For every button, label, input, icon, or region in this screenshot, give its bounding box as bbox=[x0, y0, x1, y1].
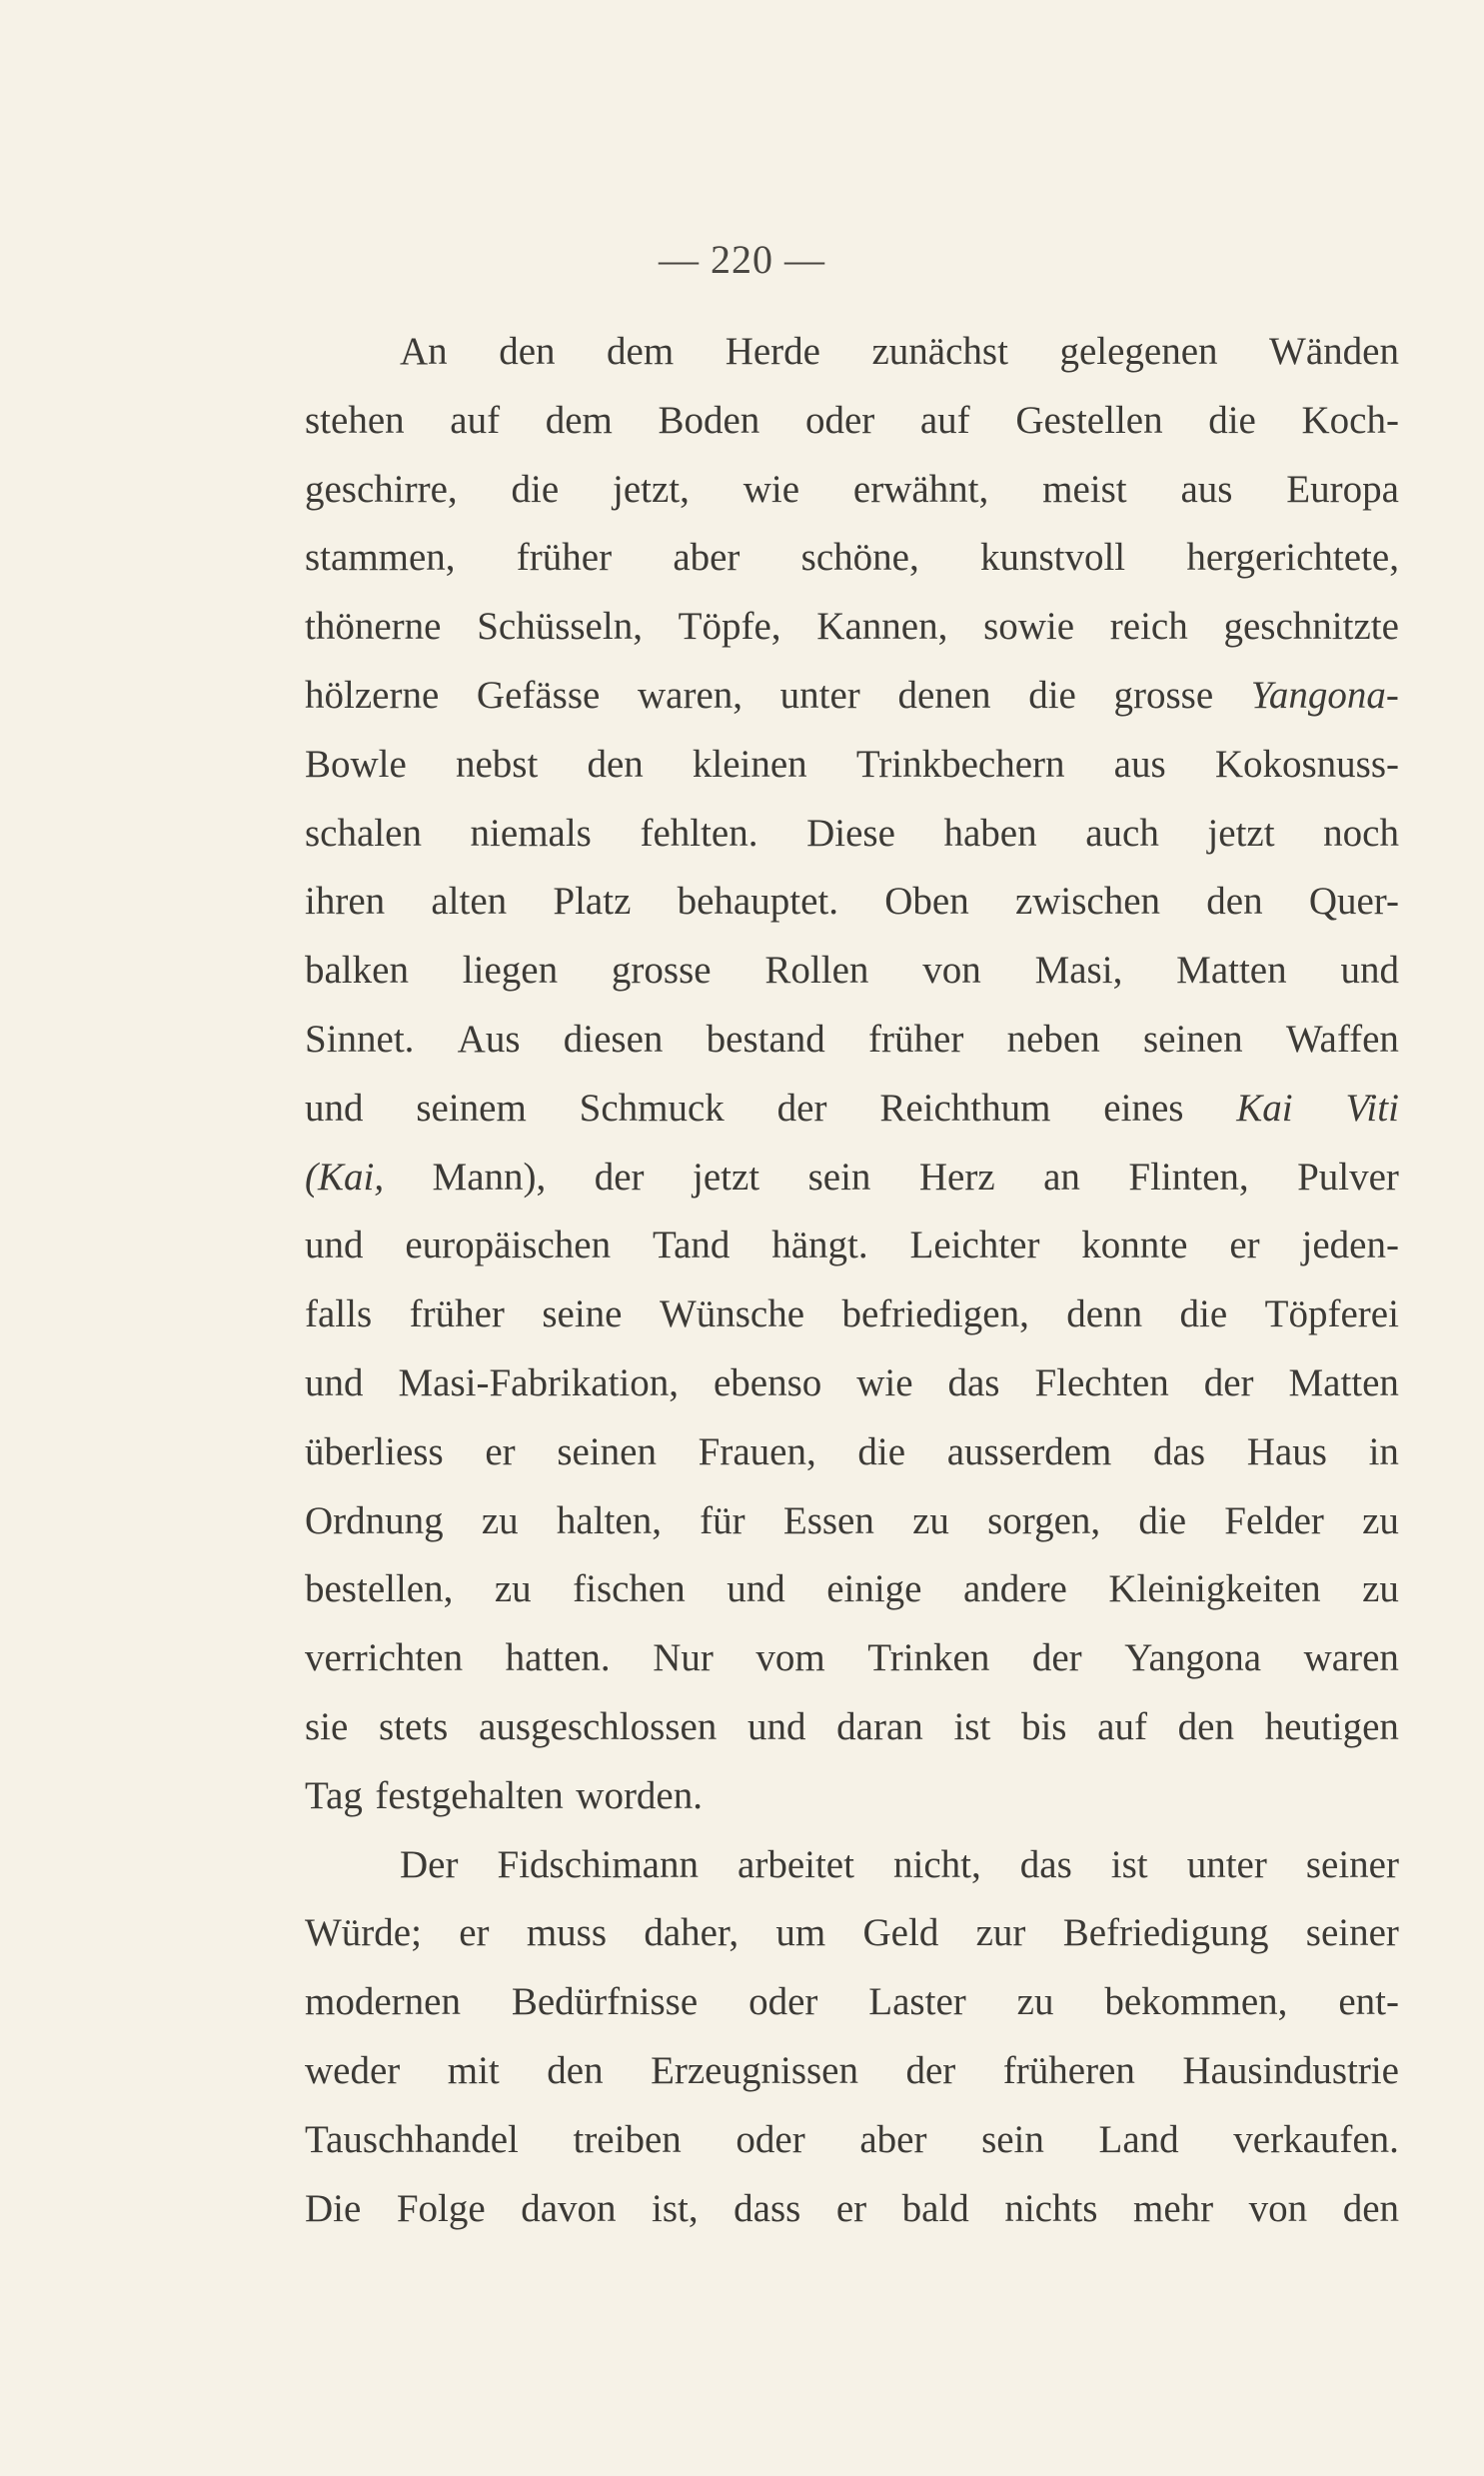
word: auch bbox=[1085, 811, 1159, 855]
word: alten bbox=[431, 880, 508, 924]
word: geschirre, bbox=[305, 467, 458, 511]
word: reich bbox=[1109, 605, 1188, 649]
word: früher bbox=[868, 1017, 964, 1061]
word: waren bbox=[1303, 1636, 1399, 1680]
word: früher bbox=[516, 536, 613, 580]
word: Tauschhandel bbox=[305, 2117, 519, 2161]
word: Masi-Fabrikation, bbox=[398, 1360, 679, 1404]
text-line bbox=[305, 2037, 1399, 2106]
word: eines bbox=[1103, 1086, 1184, 1130]
word: gelegenen bbox=[1059, 330, 1218, 373]
word: andere bbox=[962, 1567, 1067, 1611]
word: zwischen bbox=[1014, 880, 1161, 924]
word: Boden bbox=[658, 398, 760, 442]
word: von bbox=[922, 949, 981, 993]
word: niemals bbox=[470, 811, 592, 855]
text-line bbox=[305, 1006, 1399, 1075]
word: zu bbox=[912, 1498, 949, 1542]
word: für bbox=[700, 1498, 745, 1542]
word: in bbox=[1368, 1429, 1399, 1473]
word: zu bbox=[1016, 1980, 1054, 2024]
word: befriedigen, bbox=[841, 1292, 1029, 1336]
text-line bbox=[305, 593, 1399, 662]
word: Diese bbox=[806, 811, 895, 855]
word: das bbox=[947, 1360, 1000, 1404]
word: geschnitzte bbox=[1223, 605, 1399, 649]
word: daran bbox=[836, 1704, 923, 1748]
word: Waffen bbox=[1285, 1017, 1399, 1061]
word: die bbox=[1028, 673, 1076, 717]
text-line bbox=[305, 1280, 1399, 1349]
word: Tand bbox=[652, 1224, 731, 1267]
word: Bedürfnisse bbox=[511, 1980, 699, 2024]
word: er bbox=[459, 1911, 490, 1955]
text-line bbox=[305, 1762, 1399, 1831]
word: Schmuck bbox=[579, 1086, 725, 1130]
word: dem bbox=[545, 398, 613, 442]
word: hölzerne bbox=[305, 673, 440, 717]
word: Masi, bbox=[1034, 949, 1123, 993]
word: Frauen, bbox=[698, 1429, 816, 1473]
text-line bbox=[305, 1418, 1399, 1487]
word: muss bbox=[526, 1911, 608, 1955]
word: zu bbox=[1362, 1498, 1399, 1542]
word: worden. bbox=[576, 1773, 703, 1817]
word: Felder bbox=[1224, 1498, 1324, 1542]
word: noch bbox=[1323, 811, 1399, 855]
word: bestellen, bbox=[305, 1567, 454, 1611]
word: die bbox=[1208, 398, 1256, 442]
word: seiner bbox=[1305, 1911, 1399, 1955]
word: seinen bbox=[1142, 1017, 1243, 1061]
word: jetzt, bbox=[613, 467, 690, 511]
word: und bbox=[1340, 949, 1399, 993]
word: mehr bbox=[1133, 2186, 1214, 2230]
word: Gestellen bbox=[1015, 398, 1163, 442]
word: neben bbox=[1006, 1017, 1100, 1061]
word: er bbox=[485, 1429, 516, 1473]
word: aus bbox=[1113, 742, 1166, 786]
word: bald bbox=[901, 2186, 969, 2230]
word: halten, bbox=[556, 1498, 662, 1542]
word: ihren bbox=[305, 880, 386, 924]
word: und bbox=[746, 1704, 806, 1748]
word: zu bbox=[1362, 1567, 1399, 1611]
word: Kleinigkeiten bbox=[1108, 1567, 1321, 1611]
word: daher, bbox=[644, 1911, 740, 1955]
text-line bbox=[305, 1349, 1399, 1418]
word: Erzeugnissen bbox=[651, 2048, 858, 2092]
word: stehen bbox=[305, 398, 405, 442]
word: aus bbox=[1180, 467, 1233, 511]
word: davon bbox=[521, 2186, 617, 2230]
text-line bbox=[305, 1968, 1399, 2037]
text-line bbox=[305, 318, 1399, 387]
word: behauptet. bbox=[677, 880, 838, 924]
word: Ordnung bbox=[305, 1498, 444, 1542]
word: Fidschimann bbox=[497, 1842, 699, 1886]
word: denn bbox=[1066, 1292, 1143, 1336]
word: Die bbox=[305, 2186, 362, 2230]
word: ent- bbox=[1338, 1980, 1399, 2024]
word: Folge bbox=[396, 2186, 486, 2230]
word: kleinen bbox=[692, 742, 807, 786]
text-line bbox=[305, 1555, 1399, 1624]
text-line bbox=[305, 387, 1399, 456]
word: ebenso bbox=[713, 1360, 822, 1404]
text-line bbox=[305, 800, 1399, 869]
word: Land bbox=[1098, 2117, 1179, 2161]
word: überliess bbox=[305, 1429, 444, 1473]
word: seine bbox=[542, 1292, 623, 1336]
word: Europa bbox=[1286, 467, 1399, 511]
word: Mann), bbox=[432, 1155, 547, 1199]
word: kunstvoll bbox=[979, 536, 1126, 580]
word: der bbox=[776, 1086, 827, 1130]
word: Geld bbox=[862, 1911, 939, 1955]
word: unter bbox=[779, 673, 860, 717]
word: Matten bbox=[1176, 949, 1287, 993]
word: Würde; bbox=[305, 1911, 422, 1955]
word: dass bbox=[734, 2186, 801, 2230]
word: an bbox=[1043, 1155, 1080, 1199]
word: Pulver bbox=[1297, 1155, 1399, 1199]
word: Reichthum bbox=[879, 1086, 1051, 1130]
word: zunächst bbox=[871, 330, 1008, 373]
word: den bbox=[499, 330, 556, 373]
word: Haus bbox=[1246, 1429, 1327, 1473]
word: sorgen, bbox=[987, 1498, 1101, 1542]
word: erwähnt, bbox=[852, 467, 989, 511]
word: ausserdem bbox=[946, 1429, 1112, 1473]
word: Rollen bbox=[764, 949, 869, 993]
word: sowie bbox=[983, 605, 1075, 649]
word: seinem bbox=[416, 1086, 527, 1130]
word: bestand bbox=[706, 1017, 825, 1061]
word: Schüsseln, bbox=[477, 605, 643, 649]
word: europäischen bbox=[405, 1224, 612, 1267]
word: aber bbox=[673, 536, 741, 580]
word: nichts bbox=[1004, 2186, 1098, 2230]
word: von bbox=[1248, 2186, 1308, 2230]
word: den bbox=[1177, 1704, 1234, 1748]
word: Trinkbechern bbox=[855, 742, 1065, 786]
word: wie bbox=[856, 1360, 913, 1404]
word: ist bbox=[953, 1704, 991, 1748]
word: stets bbox=[379, 1704, 449, 1748]
word: Nur bbox=[653, 1636, 714, 1680]
word: auf bbox=[1097, 1704, 1147, 1748]
word: hängt. bbox=[771, 1224, 868, 1267]
word: früher bbox=[409, 1292, 505, 1336]
word: liegen bbox=[462, 949, 559, 993]
word: einige bbox=[826, 1567, 922, 1611]
word: Oben bbox=[884, 880, 969, 924]
word: seiner bbox=[1305, 1842, 1399, 1886]
word: jetzt bbox=[693, 1155, 760, 1199]
word: jeden- bbox=[1301, 1224, 1399, 1267]
word: und bbox=[305, 1086, 364, 1130]
word: der bbox=[594, 1155, 645, 1199]
text-line bbox=[305, 456, 1399, 525]
word: sein bbox=[981, 2117, 1044, 2161]
word: der bbox=[1031, 1636, 1082, 1680]
word: treiben bbox=[573, 2117, 682, 2161]
word: Töpferei bbox=[1264, 1292, 1399, 1336]
word: verkaufen. bbox=[1233, 2117, 1399, 2161]
body-text bbox=[305, 318, 1399, 2243]
word: hatten. bbox=[505, 1636, 611, 1680]
word: Gefässe bbox=[476, 673, 601, 717]
word: Yangona bbox=[1124, 1636, 1262, 1680]
word: Aus bbox=[457, 1017, 521, 1061]
word: Platz bbox=[553, 880, 632, 924]
word: meist bbox=[1042, 467, 1127, 511]
text-line bbox=[305, 2106, 1399, 2175]
text-line bbox=[305, 1693, 1399, 1762]
word: stammen, bbox=[305, 536, 456, 580]
word: ist bbox=[1110, 1842, 1148, 1886]
word: die bbox=[857, 1429, 906, 1473]
text-line bbox=[305, 662, 1399, 731]
italic-word: Yangona- bbox=[1250, 673, 1399, 717]
word: mit bbox=[447, 2048, 500, 2092]
word: Trinken bbox=[867, 1636, 990, 1680]
word: auf bbox=[919, 398, 970, 442]
word: modernen bbox=[305, 1980, 461, 2024]
word: Bowle bbox=[305, 742, 407, 786]
word: thönerne bbox=[305, 605, 442, 649]
word: Tag bbox=[305, 1773, 363, 1817]
word: Matten bbox=[1288, 1360, 1399, 1404]
word: und bbox=[305, 1360, 364, 1404]
word: grosse bbox=[611, 949, 712, 993]
word: das bbox=[1019, 1842, 1072, 1886]
word: dem bbox=[607, 330, 675, 373]
word: nicht, bbox=[893, 1842, 981, 1886]
word: Koch- bbox=[1301, 398, 1399, 442]
word: um bbox=[775, 1911, 826, 1955]
word: An bbox=[400, 330, 448, 373]
word: fischen bbox=[573, 1567, 686, 1611]
text-line bbox=[305, 1624, 1399, 1693]
word: bekommen, bbox=[1104, 1980, 1288, 2024]
word: nebst bbox=[455, 742, 539, 786]
word: festgehalten bbox=[375, 1773, 564, 1817]
word: fehlten. bbox=[640, 811, 758, 855]
word: sein bbox=[807, 1155, 871, 1199]
word: jetzt bbox=[1207, 811, 1275, 855]
word: Quer- bbox=[1308, 880, 1399, 924]
word: den bbox=[1206, 880, 1263, 924]
page-number: — 220 — bbox=[659, 237, 825, 282]
word: die bbox=[1138, 1498, 1187, 1542]
word: das bbox=[1153, 1429, 1206, 1473]
italic-word: Kai bbox=[1236, 1086, 1293, 1130]
word: zu bbox=[494, 1567, 532, 1611]
word: Der bbox=[400, 1842, 459, 1886]
word: diesen bbox=[563, 1017, 664, 1061]
text-line bbox=[305, 937, 1399, 1006]
italic-word: (Kai, bbox=[305, 1155, 385, 1199]
word: Leichter bbox=[909, 1224, 1040, 1267]
word: Kannen, bbox=[816, 605, 948, 649]
word: der bbox=[1203, 1360, 1254, 1404]
word: seinen bbox=[557, 1429, 657, 1473]
word: die bbox=[511, 467, 560, 511]
word: heutigen bbox=[1264, 1704, 1399, 1748]
word: falls bbox=[305, 1292, 373, 1336]
text-line bbox=[305, 868, 1399, 937]
word: konnte bbox=[1081, 1224, 1188, 1267]
word: oder bbox=[748, 1980, 818, 2024]
text-line bbox=[305, 1831, 1399, 1900]
word: haben bbox=[943, 811, 1037, 855]
word: zur bbox=[975, 1911, 1026, 1955]
word: waren, bbox=[637, 673, 743, 717]
word: und bbox=[305, 1224, 364, 1267]
word: hergerichtete, bbox=[1186, 536, 1399, 580]
text-line bbox=[305, 1487, 1399, 1556]
word: denen bbox=[897, 673, 991, 717]
word: früheren bbox=[1002, 2048, 1135, 2092]
word: Kokosnuss- bbox=[1214, 742, 1399, 786]
word: Sinnet. bbox=[305, 1017, 415, 1061]
word: den bbox=[1342, 2186, 1399, 2230]
word: Töpfe, bbox=[678, 605, 781, 649]
word: vom bbox=[755, 1636, 825, 1680]
word: arbeitet bbox=[738, 1842, 854, 1886]
word: Herde bbox=[725, 330, 820, 373]
word: oder bbox=[736, 2117, 805, 2161]
word: Flechten bbox=[1034, 1360, 1169, 1404]
word: Flinten, bbox=[1128, 1155, 1249, 1199]
word: der bbox=[905, 2048, 956, 2092]
word: er bbox=[1229, 1224, 1260, 1267]
word: Wänden bbox=[1269, 330, 1399, 373]
word: Essen bbox=[782, 1498, 874, 1542]
word: unter bbox=[1186, 1842, 1267, 1886]
text-line bbox=[305, 2175, 1399, 2244]
italic-word: Viti bbox=[1345, 1086, 1399, 1130]
text-line bbox=[305, 1212, 1399, 1280]
text-line bbox=[305, 1899, 1399, 1968]
word: den bbox=[587, 742, 644, 786]
word: grosse bbox=[1113, 673, 1214, 717]
text-line bbox=[305, 1144, 1399, 1213]
word: schöne, bbox=[800, 536, 919, 580]
word: ausgeschlossen bbox=[479, 1704, 718, 1748]
word: Befriedigung bbox=[1062, 1911, 1269, 1955]
word: sie bbox=[305, 1704, 349, 1748]
text-line bbox=[305, 524, 1399, 593]
text-line bbox=[305, 1075, 1399, 1144]
word: Laster bbox=[868, 1980, 966, 2024]
word: den bbox=[547, 2048, 604, 2092]
word: weder bbox=[305, 2048, 401, 2092]
word: zu bbox=[481, 1498, 519, 1542]
word: auf bbox=[450, 398, 501, 442]
word: aber bbox=[859, 2117, 927, 2161]
word: balken bbox=[305, 949, 409, 993]
word: und bbox=[727, 1567, 785, 1611]
word: die bbox=[1179, 1292, 1228, 1336]
word: oder bbox=[804, 398, 875, 442]
word: schalen bbox=[305, 811, 422, 855]
word: bis bbox=[1020, 1704, 1067, 1748]
word: Wünsche bbox=[659, 1292, 805, 1336]
word: wie bbox=[742, 467, 800, 511]
word: Hausindustrie bbox=[1182, 2048, 1399, 2092]
word: verrichten bbox=[305, 1636, 464, 1680]
text-line bbox=[305, 731, 1399, 800]
word: Herz bbox=[918, 1155, 995, 1199]
word: ist, bbox=[652, 2186, 699, 2230]
word: er bbox=[835, 2186, 867, 2230]
